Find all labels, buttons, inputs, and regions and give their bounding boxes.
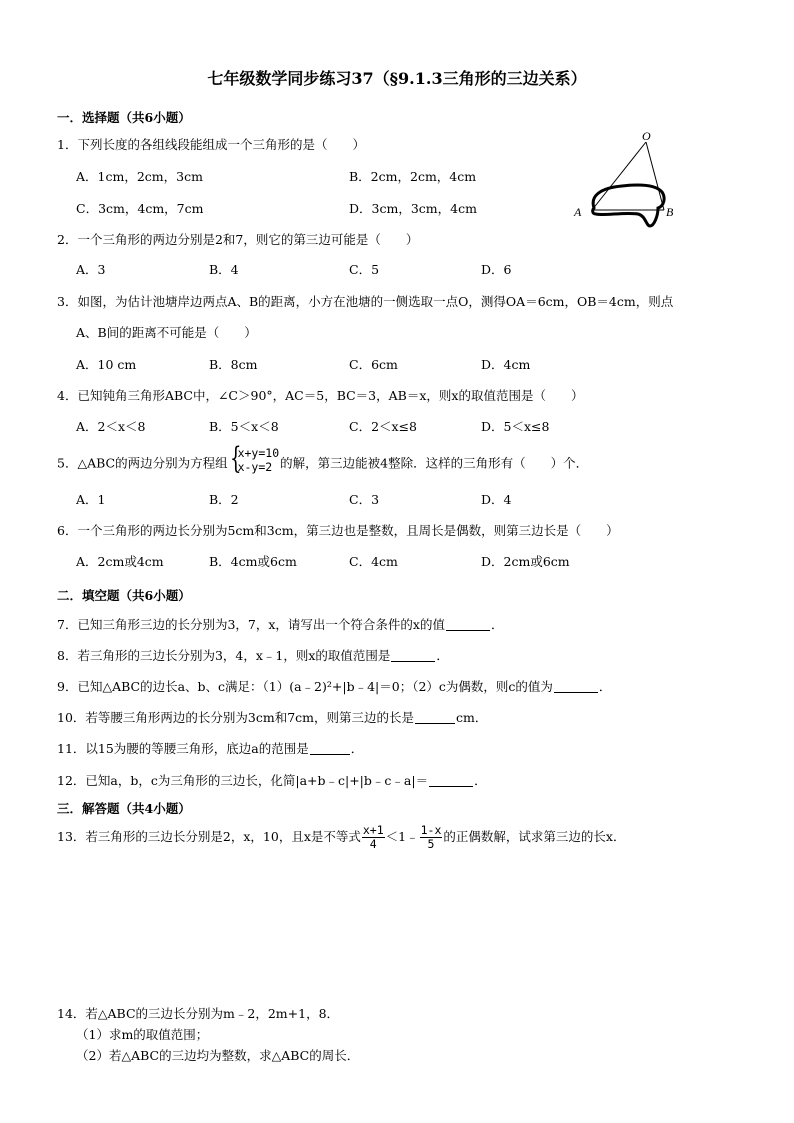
fraction-2-denominator: 5: [427, 837, 435, 851]
q14-part-2: （2）若△ABC的三边均为整数，求△ABC的周长．: [76, 1048, 360, 1063]
q6-stem: 6．一个三角形的两边长分别为5cm和3cm，第三边也是整数，且周长是偶数，则第三边长是（ ）: [57, 523, 619, 538]
q3-option-a: A．10 cm: [76, 357, 137, 372]
pond-outline: [593, 185, 664, 226]
q5-stem-post: 的解，第三边能被4整除．这样的三角形有（ ）个．: [280, 455, 589, 471]
q11-answer-blank[interactable]: [310, 742, 350, 755]
q12-text: 12．已知a，b，c为三角形的三边长，化简|a+b﹣c|+|b﹣c﹣a|＝: [57, 773, 429, 788]
label-a: A: [574, 205, 582, 219]
q12-end: ．: [474, 773, 487, 788]
section-heading-fill: 二．填空题（共6小题）: [57, 588, 191, 603]
pond-triangle-diagram: [572, 130, 684, 230]
q7-text: 7．已知三角形三边的长分别为3，7，x，请写出一个符合条件的x的值: [57, 617, 445, 632]
q7-stem: [57, 617, 503, 633]
q9-stem: [57, 679, 611, 695]
q3-option-b: B．8cm: [209, 357, 258, 372]
q5-option-d: D．4: [481, 492, 512, 507]
q4-stem: 4．已知钝角三角形ABC中，∠C＞90°，AC＝5，BC＝3，AB＝x，则x的取值范围是（ ）: [57, 388, 584, 403]
q5-option-c: C．3: [349, 492, 380, 507]
q13-fraction-2: [420, 824, 443, 851]
q8-stem: [57, 648, 449, 664]
q8-answer-blank[interactable]: [391, 649, 435, 662]
q5-equation-1: x+y=10: [237, 446, 280, 460]
q10-text: 10．若等腰三角形两边的长分别为3cm和7cm，则第三边的长是: [57, 710, 415, 725]
q4-option-a: A．2＜x＜8: [76, 419, 146, 434]
q9-answer-blank[interactable]: [554, 680, 598, 693]
fraction-2-numerator: 1-x: [420, 823, 442, 837]
q5-stem: [57, 441, 589, 476]
q5-option-b: B．2: [209, 492, 239, 507]
q1-stem: 1．下列长度的各组线段能组成一个三角形的是（ ）: [57, 137, 365, 152]
q1-option-b: B．2cm，2cm，4cm: [349, 169, 477, 184]
q1-option-d: D．3cm，3cm，4cm: [349, 201, 477, 216]
q6-option-d: D．2cm或6cm: [481, 554, 570, 569]
q6-option-a: A．2cm或4cm: [76, 554, 164, 569]
line-oa: [592, 142, 646, 210]
q6-option-b: B．4cm或6cm: [209, 554, 297, 569]
q3-stem-line1: 3．如图，为估计池塘岸边两点A、B的距离，小方在池塘的一侧选取一点O，测得OA＝6cm，OB＝4cm，则点: [57, 294, 674, 309]
q10-answer-blank[interactable]: [415, 711, 455, 724]
q13-text-mid: ＜1﹣: [385, 829, 419, 844]
q5-equation-system: [229, 441, 280, 482]
q1-option-a: A．1cm，2cm，3cm: [76, 169, 203, 184]
q1-option-c: C．3cm，4cm，7cm: [76, 201, 204, 216]
q2-option-a: A．3: [76, 262, 106, 277]
fraction-1-denominator: 4: [369, 837, 377, 851]
q2-option-c: C．5: [349, 262, 380, 277]
q13-text-post: 的正偶数解，试求第三边的长x．: [443, 829, 626, 844]
q2-option-b: B．4: [209, 262, 239, 277]
q8-end: ．: [436, 648, 449, 663]
q4-option-b: B．5＜x＜8: [209, 419, 279, 434]
page-title: 七年级数学同步练习37（§9.1.3三角形的三边关系）: [207, 69, 587, 88]
q12-answer-blank[interactable]: [429, 774, 473, 787]
q7-end: ．: [490, 617, 504, 632]
q12-stem: [57, 773, 487, 789]
q10-end: cm．: [456, 710, 488, 725]
q7-answer-blank[interactable]: [446, 618, 490, 631]
q13-text-pre: 13．若三角形的三边长分别是2，x，10，且x是不等式: [57, 829, 361, 844]
q8-text: 8．若三角形的三边长分别为3，4，x﹣1，则x的取值范围是: [57, 648, 391, 663]
q10-stem: [57, 710, 487, 726]
q4-option-c: C．2＜x≤8: [349, 419, 417, 434]
q11-text: 11．以15为腰的等腰三角形，底边a的范围是: [57, 741, 309, 756]
q5-option-a: A．1: [76, 492, 106, 507]
q11-stem: [57, 741, 363, 757]
q14-stem: 14．若△ABC的三边长分别为m﹣2，2m+1，8．: [57, 1006, 340, 1021]
fraction-1-numerator: x+1: [362, 823, 384, 837]
line-ob: [646, 142, 664, 210]
section-heading-choice: 一．选择题（共6小题）: [57, 110, 191, 125]
q14-part-1: （1）求m的取值范围；: [76, 1027, 209, 1042]
q13-stem: [57, 820, 625, 854]
q9-text: 9．已知△ABC的边长a、b、c满足：（1）(a﹣2)²+|b﹣4|＝0；（2）c为偶数，则c的值为: [57, 679, 553, 694]
q5-equation-2: x-y=2: [237, 460, 273, 474]
section-heading-solve: 三．解答题（共4小题）: [57, 801, 191, 816]
q5-stem-pre: 5．△ABC的两边分别为方程组: [57, 455, 228, 471]
q6-option-c: C．4cm: [349, 554, 398, 569]
q3-stem-line2: A、B间的距离不可能是（ ）: [76, 325, 257, 340]
q3-option-d: D．4cm: [481, 357, 531, 372]
q11-end: ．: [350, 741, 364, 756]
q2-option-d: D．6: [481, 262, 512, 277]
label-o: O: [642, 130, 651, 143]
brace-icon: {: [229, 441, 242, 476]
q4-option-d: D．5＜x≤8: [481, 419, 550, 434]
label-b: B: [666, 205, 674, 219]
q2-stem: 2．一个三角形的两边分别是2和7，则它的第三边可能是（ ）: [57, 232, 419, 247]
q9-end: ．: [598, 679, 612, 694]
q13-fraction-1: [362, 824, 385, 851]
q3-option-c: C．6cm: [349, 357, 398, 372]
